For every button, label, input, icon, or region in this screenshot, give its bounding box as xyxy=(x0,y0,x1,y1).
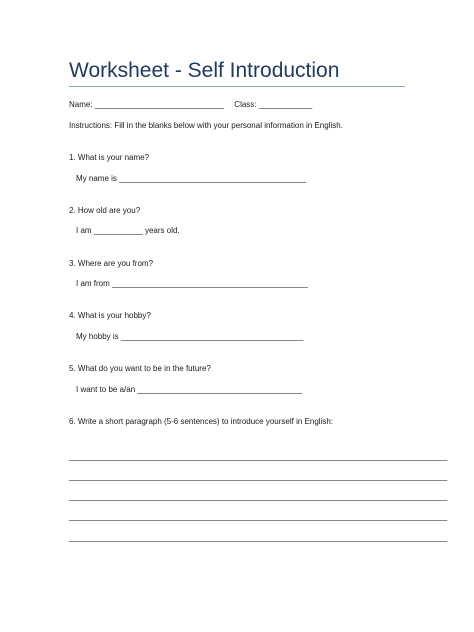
answer-prefix: I am xyxy=(76,226,92,235)
answer-blank: _________________________________________ xyxy=(120,332,304,341)
question-1: 1. What is your name? xyxy=(69,153,150,162)
answer-line-4 xyxy=(76,331,303,342)
writing-line-4: _____________________________________________________________________________________ xyxy=(69,512,448,521)
answer-blank: _____________________________________ xyxy=(137,385,303,394)
class-blank: ____________ xyxy=(258,100,313,109)
writing-line-1: _____________________________________________________________________________________ xyxy=(69,452,448,461)
answer-line-3 xyxy=(76,278,308,289)
question-3: 3. Where are you from? xyxy=(69,259,154,268)
writing-line-3: _____________________________________________________________________________________ xyxy=(69,492,448,501)
answer-prefix: My hobby is xyxy=(76,332,119,341)
answer-suffix: years old. xyxy=(144,226,180,235)
name-label: Name: xyxy=(69,100,93,109)
answer-prefix: I am from xyxy=(76,279,110,288)
answer-blank: __________________________________________ xyxy=(119,174,307,183)
answer-blank: ____________________________________________ xyxy=(112,279,308,288)
answer-blank: ___________ xyxy=(93,226,143,235)
writing-line-5: _____________________________________________________________________________________ xyxy=(69,533,448,542)
writing-line-2: _____________________________________________________________________________________ xyxy=(69,472,448,481)
question-4: 4. What is your hobby? xyxy=(69,311,151,320)
header-row xyxy=(69,99,312,110)
question-6: 6. Write a short paragraph (5-6 sentences) to introduce yourself in English: xyxy=(69,417,333,426)
answer-line-2 xyxy=(76,225,180,236)
question-2: 2. How old are you? xyxy=(69,206,141,215)
answer-prefix: My name is xyxy=(76,174,117,183)
question-5: 5. What do you want to be in the future? xyxy=(69,364,211,373)
page-title: Worksheet - Self Introduction xyxy=(69,59,340,82)
title-divider xyxy=(69,86,405,87)
instructions-text: Instructions: Fill in the blanks below with your personal information in English. xyxy=(69,121,343,130)
answer-line-5 xyxy=(76,384,302,395)
answer-prefix: I want to be a/an xyxy=(76,385,136,394)
class-label: Class: xyxy=(234,100,257,109)
answer-line-1 xyxy=(76,173,306,184)
name-blank: _____________________________ xyxy=(94,100,224,109)
